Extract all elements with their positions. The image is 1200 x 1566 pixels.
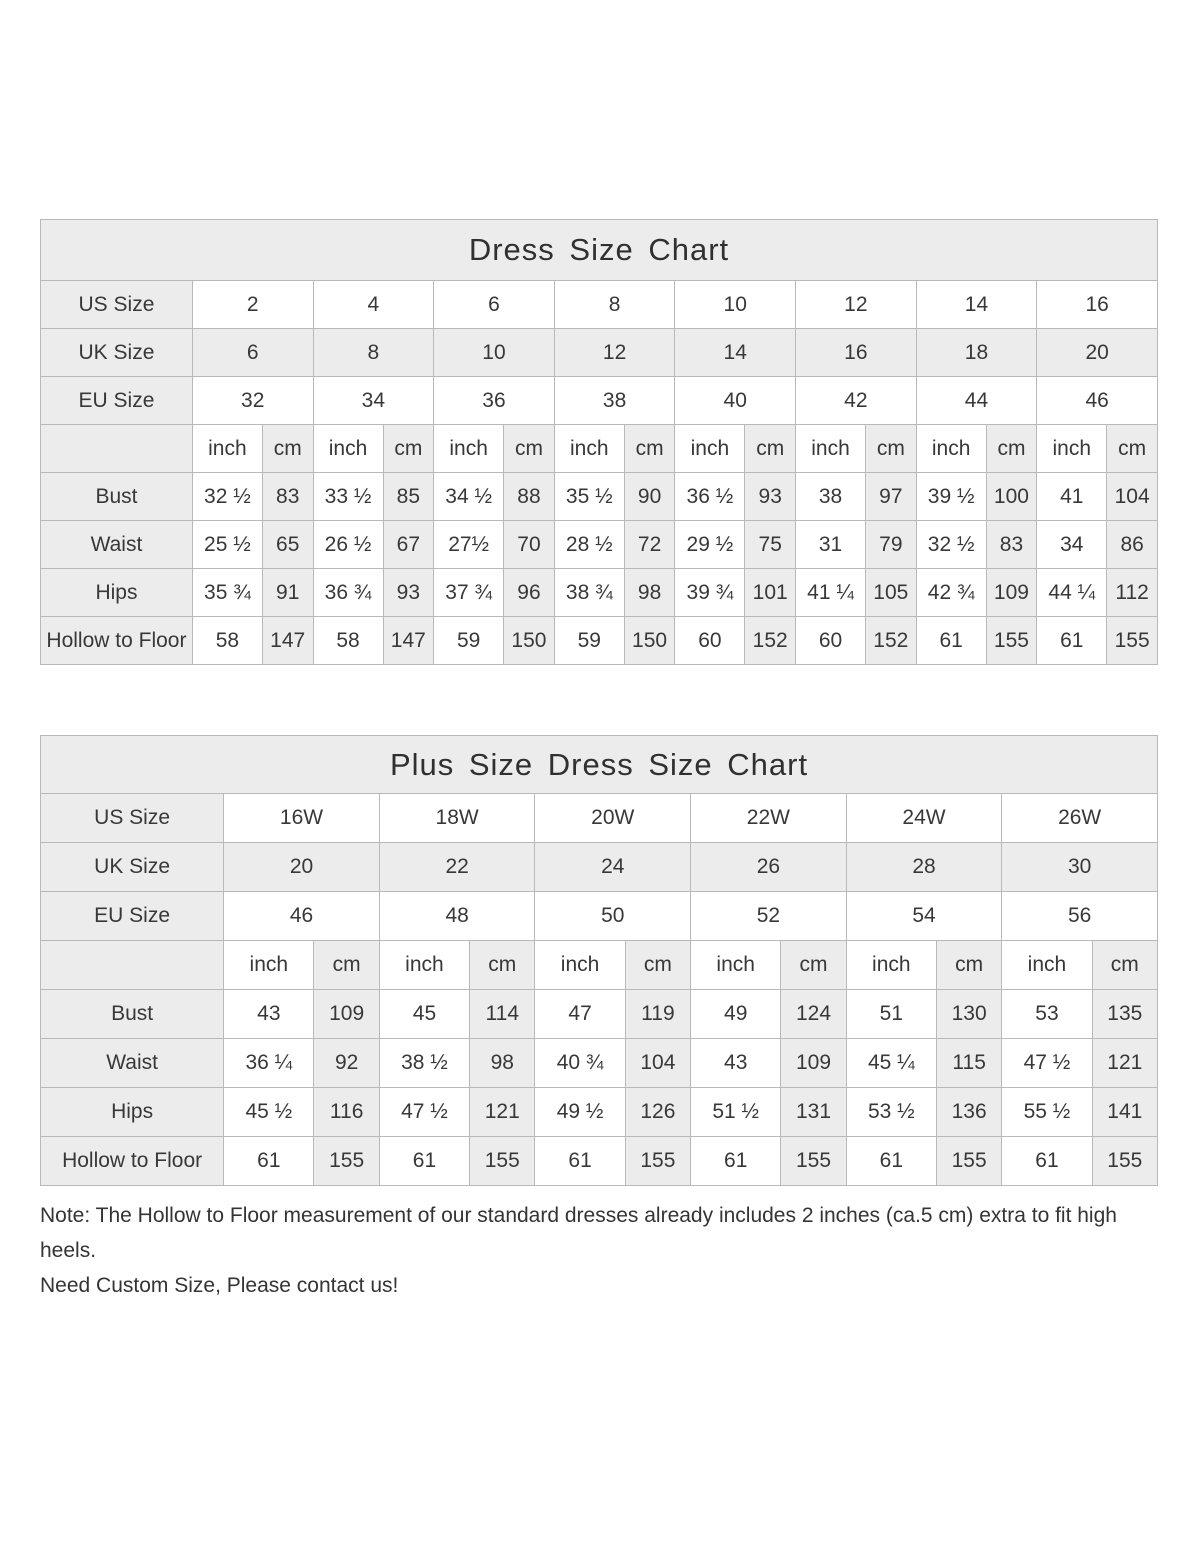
row-label-hollow-to-floor: Hollow to Floor [41, 617, 193, 665]
waist-inch-value: 31 [796, 521, 866, 569]
uk-size-value: 30 [1002, 843, 1158, 892]
bust-cm-value: 109 [314, 990, 379, 1039]
unit-inch-label: inch [1002, 941, 1092, 990]
hips-cm-value: 131 [781, 1088, 846, 1137]
eu-size-value: 40 [675, 377, 796, 425]
hollow-to-floor-cm-value: 155 [1092, 1137, 1157, 1186]
eu-size-value: 32 [192, 377, 313, 425]
us-size-value: 4 [313, 281, 434, 329]
hollow-to-floor-cm-value: 147 [383, 617, 434, 665]
us-size-value: 10 [675, 281, 796, 329]
waist-cm-value: 104 [625, 1039, 690, 1088]
hips-cm-value: 141 [1092, 1088, 1157, 1137]
uk-size-value: 24 [535, 843, 691, 892]
hollow-to-floor-cm-value: 152 [866, 617, 917, 665]
hips-cm-value: 98 [624, 569, 675, 617]
unit-inch-label: inch [434, 425, 504, 473]
us-size-value: 18W [379, 794, 535, 843]
hips-cm-value: 96 [504, 569, 555, 617]
bust-inch-value: 36 ½ [675, 473, 745, 521]
eu-size-value: 46 [224, 892, 380, 941]
us-size-value: 8 [554, 281, 675, 329]
hollow-to-floor-cm-value: 155 [314, 1137, 379, 1186]
hollow-to-floor-inch-value: 61 [535, 1137, 625, 1186]
bust-cm-value: 124 [781, 990, 846, 1039]
unit-cm-label: cm [625, 941, 690, 990]
units-row [41, 425, 1158, 473]
hips-inch-value: 41 ¼ [796, 569, 866, 617]
waist-row [41, 1039, 1158, 1088]
bust-row [41, 990, 1158, 1039]
bust-inch-value: 47 [535, 990, 625, 1039]
unit-cm-label: cm [314, 941, 379, 990]
uk-size-value: 14 [675, 329, 796, 377]
bust-cm-value: 114 [470, 990, 535, 1039]
hips-inch-value: 49 ½ [535, 1088, 625, 1137]
hollow-to-floor-cm-value: 155 [1107, 617, 1158, 665]
hollow-to-floor-cm-value: 152 [745, 617, 796, 665]
hips-row [41, 569, 1158, 617]
standard-size-chart-table [40, 219, 1158, 665]
bust-inch-value: 53 [1002, 990, 1092, 1039]
hips-inch-value: 42 ¾ [916, 569, 986, 617]
hollow-to-floor-inch-value: 61 [224, 1137, 314, 1186]
hollow-to-floor-inch-value: 59 [554, 617, 624, 665]
row-label-bust: Bust [41, 473, 193, 521]
uk-size-value: 28 [846, 843, 1002, 892]
waist-cm-value: 67 [383, 521, 434, 569]
eu-size-value: 48 [379, 892, 535, 941]
us-size-value: 26W [1002, 794, 1158, 843]
hollow-to-floor-cm-value: 155 [986, 617, 1037, 665]
hips-inch-value: 55 ½ [1002, 1088, 1092, 1137]
hollow-to-floor-note: Note: The Hollow to Floor measurement of our standard dresses already includes 2 inches (ca.5 cm) extra to fit high heels. [40, 1204, 1117, 1262]
unit-inch-label: inch [224, 941, 314, 990]
unit-cm-label: cm [745, 425, 796, 473]
bust-cm-value: 88 [504, 473, 555, 521]
uk-size-row [41, 843, 1158, 892]
hips-inch-value: 51 ½ [691, 1088, 781, 1137]
waist-cm-value: 75 [745, 521, 796, 569]
unit-cm-label: cm [1107, 425, 1158, 473]
hollow-to-floor-inch-value: 59 [434, 617, 504, 665]
eu-size-value: 46 [1037, 377, 1158, 425]
hollow-to-floor-cm-value: 147 [262, 617, 313, 665]
hips-inch-value: 38 ¾ [554, 569, 624, 617]
row-label-us-size: US Size [41, 281, 193, 329]
hips-cm-value: 101 [745, 569, 796, 617]
eu-size-value: 54 [846, 892, 1002, 941]
waist-cm-value: 92 [314, 1039, 379, 1088]
uk-size-value: 10 [434, 329, 555, 377]
bust-cm-value: 85 [383, 473, 434, 521]
plus-size-chart-table [40, 735, 1158, 1186]
row-label-bust: Bust [41, 990, 224, 1039]
eu-size-value: 38 [554, 377, 675, 425]
us-size-value: 2 [192, 281, 313, 329]
waist-cm-value: 86 [1107, 521, 1158, 569]
hollow-to-floor-cm-value: 155 [936, 1137, 1001, 1186]
hollow-to-floor-inch-value: 61 [1002, 1137, 1092, 1186]
row-label-uk-size: UK Size [41, 329, 193, 377]
hollow-to-floor-inch-value: 60 [675, 617, 745, 665]
us-size-value: 16W [224, 794, 380, 843]
hips-cm-value: 116 [314, 1088, 379, 1137]
bust-inch-value: 35 ½ [554, 473, 624, 521]
hollow-to-floor-inch-value: 61 [916, 617, 986, 665]
bust-cm-value: 93 [745, 473, 796, 521]
hips-cm-value: 121 [470, 1088, 535, 1137]
row-label-waist: Waist [41, 521, 193, 569]
hollow-to-floor-inch-value: 61 [691, 1137, 781, 1186]
waist-cm-value: 115 [936, 1039, 1001, 1088]
row-label-eu-size: EU Size [41, 892, 224, 941]
hollow-to-floor-cm-value: 155 [781, 1137, 846, 1186]
uk-size-value: 16 [796, 329, 917, 377]
bust-cm-value: 135 [1092, 990, 1157, 1039]
eu-size-value: 44 [916, 377, 1037, 425]
hips-cm-value: 105 [866, 569, 917, 617]
bust-cm-value: 119 [625, 990, 690, 1039]
unit-cm-label: cm [986, 425, 1037, 473]
waist-cm-value: 79 [866, 521, 917, 569]
waist-inch-value: 36 ¼ [224, 1039, 314, 1088]
bust-cm-value: 90 [624, 473, 675, 521]
hips-cm-value: 109 [986, 569, 1037, 617]
uk-size-value: 6 [192, 329, 313, 377]
row-label-eu-size: EU Size [41, 377, 193, 425]
waist-inch-value: 40 ¾ [535, 1039, 625, 1088]
unit-cm-label: cm [624, 425, 675, 473]
row-label-us-size: US Size [41, 794, 224, 843]
us-size-row [41, 281, 1158, 329]
hips-inch-value: 53 ½ [846, 1088, 936, 1137]
unit-inch-label: inch [379, 941, 469, 990]
row-label-hips: Hips [41, 569, 193, 617]
unit-inch-label: inch [313, 425, 383, 473]
uk-size-value: 8 [313, 329, 434, 377]
unit-inch-label: inch [535, 941, 625, 990]
unit-inch-label: inch [846, 941, 936, 990]
eu-size-value: 56 [1002, 892, 1158, 941]
units-row [41, 941, 1158, 990]
us-size-value: 12 [796, 281, 917, 329]
hollow-to-floor-inch-value: 61 [846, 1137, 936, 1186]
waist-inch-value: 29 ½ [675, 521, 745, 569]
waist-inch-value: 38 ½ [379, 1039, 469, 1088]
eu-size-value: 36 [434, 377, 555, 425]
bust-inch-value: 45 [379, 990, 469, 1039]
eu-size-value: 50 [535, 892, 691, 941]
waist-cm-value: 98 [470, 1039, 535, 1088]
row-label-hollow-to-floor: Hollow to Floor [41, 1137, 224, 1186]
hollow-to-floor-cm-value: 155 [470, 1137, 535, 1186]
hollow-to-floor-inch-value: 61 [1037, 617, 1107, 665]
footnotes [40, 1198, 1158, 1303]
waist-inch-value: 26 ½ [313, 521, 383, 569]
unit-inch-label: inch [916, 425, 986, 473]
waist-inch-value: 47 ½ [1002, 1039, 1092, 1088]
hollow-to-floor-row [41, 1137, 1158, 1186]
bust-inch-value: 39 ½ [916, 473, 986, 521]
hollow-to-floor-inch-value: 61 [379, 1137, 469, 1186]
unit-inch-label: inch [691, 941, 781, 990]
hips-cm-value: 136 [936, 1088, 1001, 1137]
us-size-value: 20W [535, 794, 691, 843]
hips-inch-value: 39 ¾ [675, 569, 745, 617]
hollow-to-floor-cm-value: 155 [625, 1137, 690, 1186]
hips-row [41, 1088, 1158, 1137]
bust-row [41, 473, 1158, 521]
us-size-value: 22W [691, 794, 847, 843]
unit-inch-label: inch [192, 425, 262, 473]
bust-cm-value: 100 [986, 473, 1037, 521]
waist-inch-value: 45 ¼ [846, 1039, 936, 1088]
us-size-value: 16 [1037, 281, 1158, 329]
unit-cm-label: cm [470, 941, 535, 990]
us-size-value: 24W [846, 794, 1002, 843]
unit-inch-label: inch [675, 425, 745, 473]
hollow-to-floor-cm-value: 150 [504, 617, 555, 665]
hips-inch-value: 35 ¾ [192, 569, 262, 617]
waist-inch-value: 43 [691, 1039, 781, 1088]
waist-inch-value: 28 ½ [554, 521, 624, 569]
hollow-to-floor-row [41, 617, 1158, 665]
unit-inch-label: inch [796, 425, 866, 473]
chart-title: Dress Size Chart [41, 220, 1158, 281]
waist-inch-value: 27½ [434, 521, 504, 569]
uk-size-value: 20 [224, 843, 380, 892]
hips-inch-value: 37 ¾ [434, 569, 504, 617]
bust-inch-value: 32 ½ [192, 473, 262, 521]
waist-inch-value: 32 ½ [916, 521, 986, 569]
unit-inch-label: inch [554, 425, 624, 473]
us-size-value: 6 [434, 281, 555, 329]
waist-cm-value: 72 [624, 521, 675, 569]
unit-cm-label: cm [1092, 941, 1157, 990]
waist-inch-value: 25 ½ [192, 521, 262, 569]
bust-inch-value: 43 [224, 990, 314, 1039]
hips-cm-value: 126 [625, 1088, 690, 1137]
row-label-waist: Waist [41, 1039, 224, 1088]
bust-cm-value: 130 [936, 990, 1001, 1039]
eu-size-row [41, 892, 1158, 941]
uk-size-value: 22 [379, 843, 535, 892]
hollow-to-floor-inch-value: 60 [796, 617, 866, 665]
eu-size-value: 42 [796, 377, 917, 425]
waist-row [41, 521, 1158, 569]
custom-size-note: Need Custom Size, Please contact us! [40, 1274, 399, 1297]
eu-size-row [41, 377, 1158, 425]
uk-size-value: 26 [691, 843, 847, 892]
bust-cm-value: 104 [1107, 473, 1158, 521]
unit-cm-label: cm [383, 425, 434, 473]
unit-cm-label: cm [866, 425, 917, 473]
hips-cm-value: 93 [383, 569, 434, 617]
uk-size-value: 18 [916, 329, 1037, 377]
unit-cm-label: cm [504, 425, 555, 473]
units-row-corner [41, 941, 224, 990]
waist-cm-value: 121 [1092, 1039, 1157, 1088]
bust-inch-value: 33 ½ [313, 473, 383, 521]
bust-inch-value: 49 [691, 990, 781, 1039]
hips-cm-value: 112 [1107, 569, 1158, 617]
unit-cm-label: cm [781, 941, 846, 990]
waist-cm-value: 83 [986, 521, 1037, 569]
bust-cm-value: 83 [262, 473, 313, 521]
bust-inch-value: 41 [1037, 473, 1107, 521]
row-label-uk-size: UK Size [41, 843, 224, 892]
hips-inch-value: 47 ½ [379, 1088, 469, 1137]
hips-cm-value: 91 [262, 569, 313, 617]
eu-size-value: 52 [691, 892, 847, 941]
row-label-hips: Hips [41, 1088, 224, 1137]
hollow-to-floor-inch-value: 58 [313, 617, 383, 665]
unit-cm-label: cm [262, 425, 313, 473]
bust-inch-value: 51 [846, 990, 936, 1039]
unit-inch-label: inch [1037, 425, 1107, 473]
uk-size-value: 20 [1037, 329, 1158, 377]
hollow-to-floor-inch-value: 58 [192, 617, 262, 665]
unit-cm-label: cm [936, 941, 1001, 990]
bust-inch-value: 34 ½ [434, 473, 504, 521]
waist-cm-value: 70 [504, 521, 555, 569]
uk-size-value: 12 [554, 329, 675, 377]
us-size-row [41, 794, 1158, 843]
uk-size-row [41, 329, 1158, 377]
hips-inch-value: 44 ¼ [1037, 569, 1107, 617]
bust-inch-value: 38 [796, 473, 866, 521]
eu-size-value: 34 [313, 377, 434, 425]
waist-inch-value: 34 [1037, 521, 1107, 569]
units-row-corner [41, 425, 193, 473]
chart-title: Plus Size Dress Size Chart [41, 736, 1158, 794]
waist-cm-value: 65 [262, 521, 313, 569]
bust-cm-value: 97 [866, 473, 917, 521]
hollow-to-floor-cm-value: 150 [624, 617, 675, 665]
hips-inch-value: 36 ¾ [313, 569, 383, 617]
us-size-value: 14 [916, 281, 1037, 329]
waist-cm-value: 109 [781, 1039, 846, 1088]
hips-inch-value: 45 ½ [224, 1088, 314, 1137]
